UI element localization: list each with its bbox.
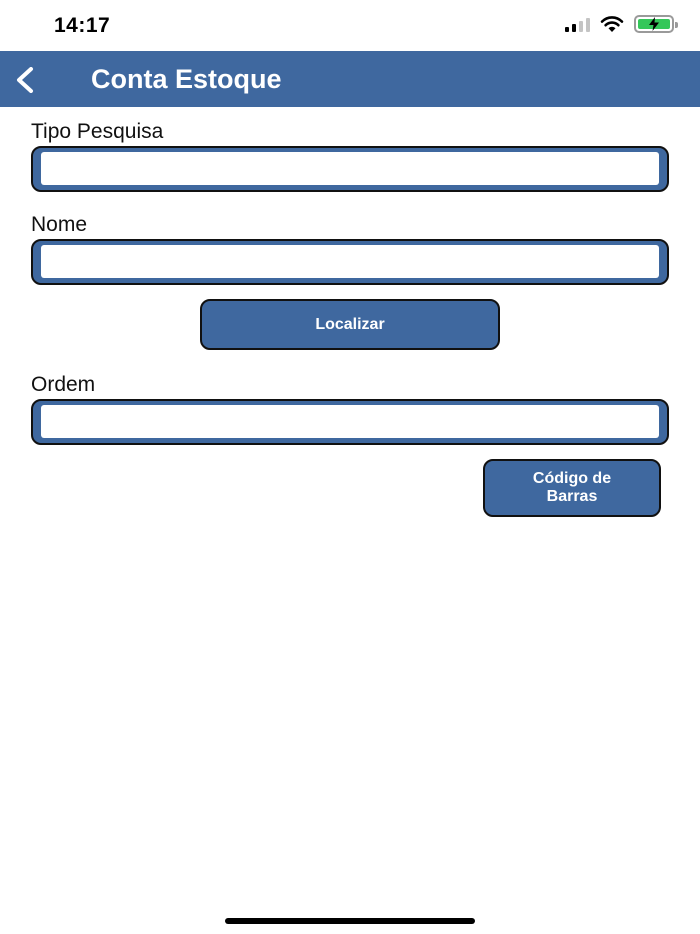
- tipo-pesquisa-input[interactable]: [41, 152, 659, 185]
- ordem-field-frame: [31, 399, 669, 445]
- codigo-barras-label-line2: Barras: [546, 488, 598, 505]
- ordem-label: Ordem: [31, 373, 96, 396]
- tipo-pesquisa-field-frame: [31, 146, 669, 192]
- tipo-pesquisa-label: Tipo Pesquisa: [31, 120, 164, 143]
- status-bar: [0, 0, 700, 50]
- codigo-barras-button-label: [533, 470, 611, 506]
- codigo-barras-button[interactable]: [483, 459, 661, 517]
- ordem-input[interactable]: [41, 405, 659, 438]
- status-time: 14:17: [54, 14, 111, 37]
- codigo-barras-label-line1: Código de: [532, 470, 612, 487]
- battery-charging-icon: [634, 15, 674, 33]
- page-title: Conta Estoque: [91, 64, 282, 94]
- signal-icon: [565, 16, 590, 32]
- app-header: [0, 51, 700, 107]
- home-indicator[interactable]: [225, 918, 475, 924]
- nome-field-frame: [31, 239, 669, 285]
- status-icons: [565, 15, 674, 33]
- localizar-button[interactable]: [200, 299, 500, 350]
- chevron-left-icon: [14, 67, 36, 93]
- back-button[interactable]: [8, 63, 42, 97]
- nome-label: Nome: [31, 213, 88, 236]
- localizar-button-label: Localizar: [315, 315, 385, 333]
- wifi-icon: [600, 15, 624, 33]
- nome-input[interactable]: [41, 245, 659, 278]
